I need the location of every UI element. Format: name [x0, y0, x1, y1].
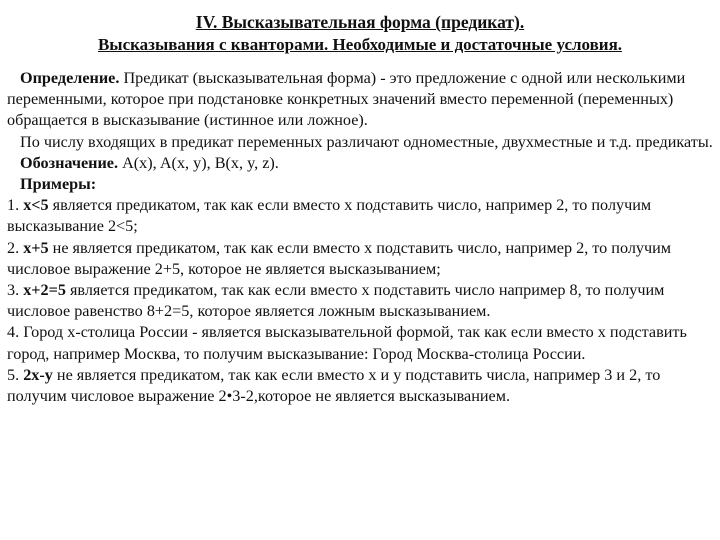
- example-text: не является предикатом, так как если вместо x подставить число, например 2, то получим числовое выражение 2+5, которое не является высказыванием;: [7, 238, 672, 278]
- notation-text: A(x), A(x, y), B(x, y, z).: [118, 153, 279, 172]
- title-line-1: IV. Высказывательная форма (предикат).: [195, 12, 525, 32]
- example-text: является предикатом, так как если вместо x подставить число, например 2, то получим высказывание 2<5;: [7, 196, 652, 236]
- example-item: [7, 195, 713, 237]
- definition-text: Предикат (высказывательная форма) - это предложение с одной или несколькими переменными, которое при подстановке конкретных значений вместо переменной (переменных) обращается в высказывание (истинное или ложное).: [7, 69, 686, 130]
- definition-term: Определение.: [20, 69, 120, 87]
- example-number: 2.: [7, 238, 24, 257]
- example-expression: x<5: [23, 196, 49, 215]
- example-item: [7, 365, 713, 407]
- example-number: 1.: [7, 196, 24, 215]
- notation-term: Обозначение.: [20, 153, 119, 172]
- example-item: [7, 280, 713, 322]
- example-item: [7, 238, 713, 280]
- example-number: 3.: [7, 281, 24, 300]
- example-expression: 2x-y: [23, 365, 53, 384]
- slide-body: [7, 68, 713, 407]
- examples-heading: Примеры:: [20, 175, 97, 194]
- example-expression: x+2=5: [23, 281, 66, 300]
- classification-paragraph: По числу входящих в предикат переменных различают одноместные, двухместные и т.д. предикаты.: [20, 132, 713, 151]
- example-expression: x+5: [23, 238, 49, 257]
- example-item: [7, 322, 713, 364]
- notation-paragraph: [7, 153, 713, 174]
- example-number: 4.: [7, 323, 24, 342]
- example-number: 5.: [7, 365, 24, 384]
- title-line-2: Высказывания с кванторами. Необходимые и достаточные условия.: [97, 35, 623, 54]
- example-text: является предикатом, так как если вместо x подставить число например 8, то получим числовое равенство 8+2=5, которое является ложным высказыванием.: [7, 281, 665, 321]
- example-text: Город x-столица России - является высказывательной формой, так как если вместо x подставить город, например Москва, то получим высказывание: Город Москва-столица России.: [7, 323, 687, 363]
- definition-paragraph: [7, 68, 713, 132]
- example-text: не является предикатом, так как если вместо x и y подставить числа, например 3 и 2, то получим числовое выражение 2•3-2,которое не является высказыванием.: [7, 365, 661, 406]
